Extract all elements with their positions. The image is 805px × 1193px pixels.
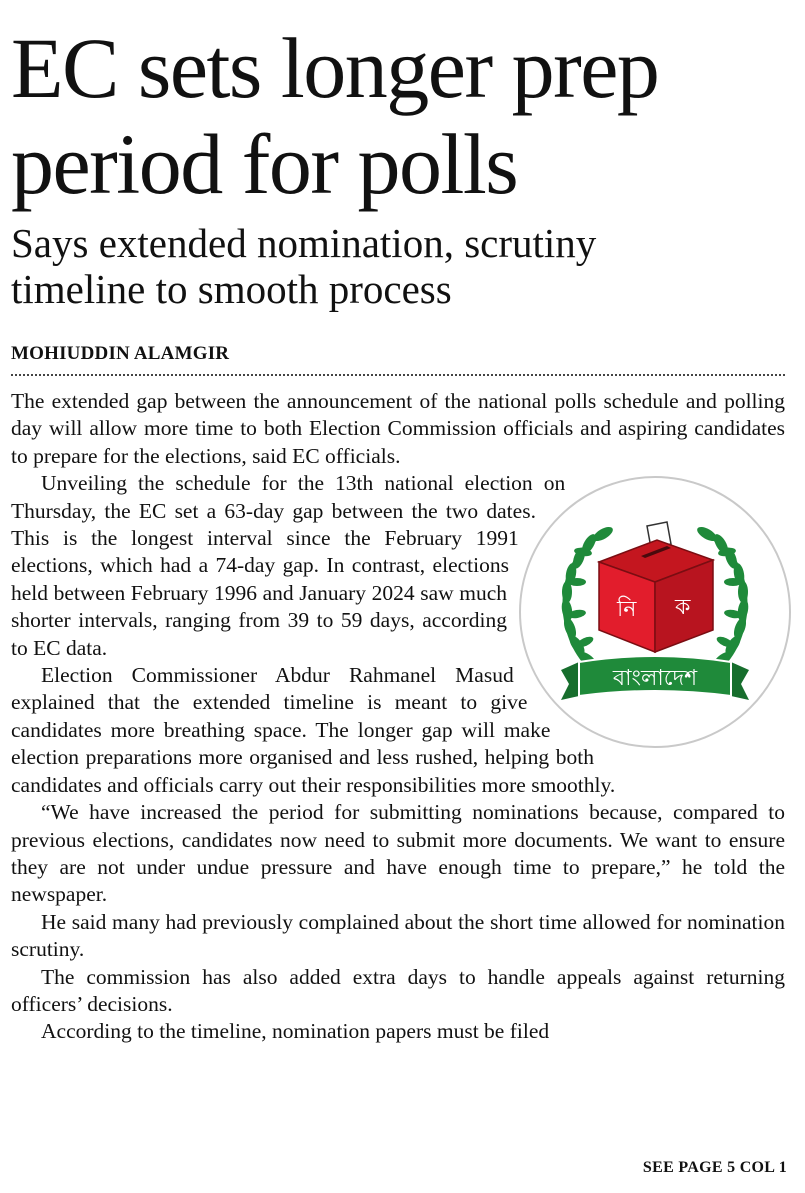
paragraph-2: Unveiling the schedule for the 13th national election on Thursday, the EC set a 63-day gap between the two dates. This is the longest interval since the February 1991 elections, which had a 74-day gap. In contrast, elections held between February 1996 and January 2024 saw much shorter intervals, ranging from 39 to 59 days, according to EC data. (11, 471, 566, 660)
subheadline (11, 220, 785, 312)
paragraph-1: The extended gap between the announcement of the national polls schedule and polling day will allow more time to both Election Commission officials and aspiring candidates to prepare for the elections, said EC officials. (11, 389, 785, 468)
ec-emblem-icon (517, 474, 793, 750)
paragraph-5: He said many had previously complained about the short time allowed for nomination scrutiny. (11, 909, 785, 962)
banner-text: বাংলাদেশ (612, 666, 698, 692)
paragraph-6: The commission has also added extra days to handle appeals against returning officers’ decisions. (11, 964, 785, 1016)
election-commission-logo (517, 474, 793, 750)
paragraph-4: “We have increased the period for submitting nominations because, compared to previous elections, candidates now need to submit more documents. We want to ensure they are not under undue pressure and have enough time to prepare,” he told the newspaper. (11, 800, 785, 907)
dotted-divider (11, 374, 785, 376)
subheadline-line-2: timeline to smooth process (11, 266, 452, 312)
article (11, 0, 785, 1046)
subheadline-line-1: Says extended nomination, scrutiny (11, 220, 597, 266)
article-body (11, 388, 785, 1046)
headline (11, 0, 785, 212)
byline: MOHIUDDIN ALAMGIR (11, 343, 230, 364)
paragraph-3: Election Commissioner Abdur Rahmanel Masud explained that the extended timeline is meant to give candidates more breathing space. The longer gap will make election preparations more organised and less rushed, helping both candidates and officials carry out their responsibilities more smoothly. (11, 663, 616, 797)
continuation-jump-link[interactable]: SEE PAGE 5 COL 1 (642, 1159, 787, 1176)
headline-line-2: period for polls (11, 116, 518, 212)
paragraph-7: According to the timeline, nomination papers must be filed (41, 1019, 550, 1044)
headline-line-1: EC sets longer prep (11, 20, 659, 116)
box-letter-left: নি (617, 597, 637, 623)
box-letter-right: ক (675, 595, 691, 621)
